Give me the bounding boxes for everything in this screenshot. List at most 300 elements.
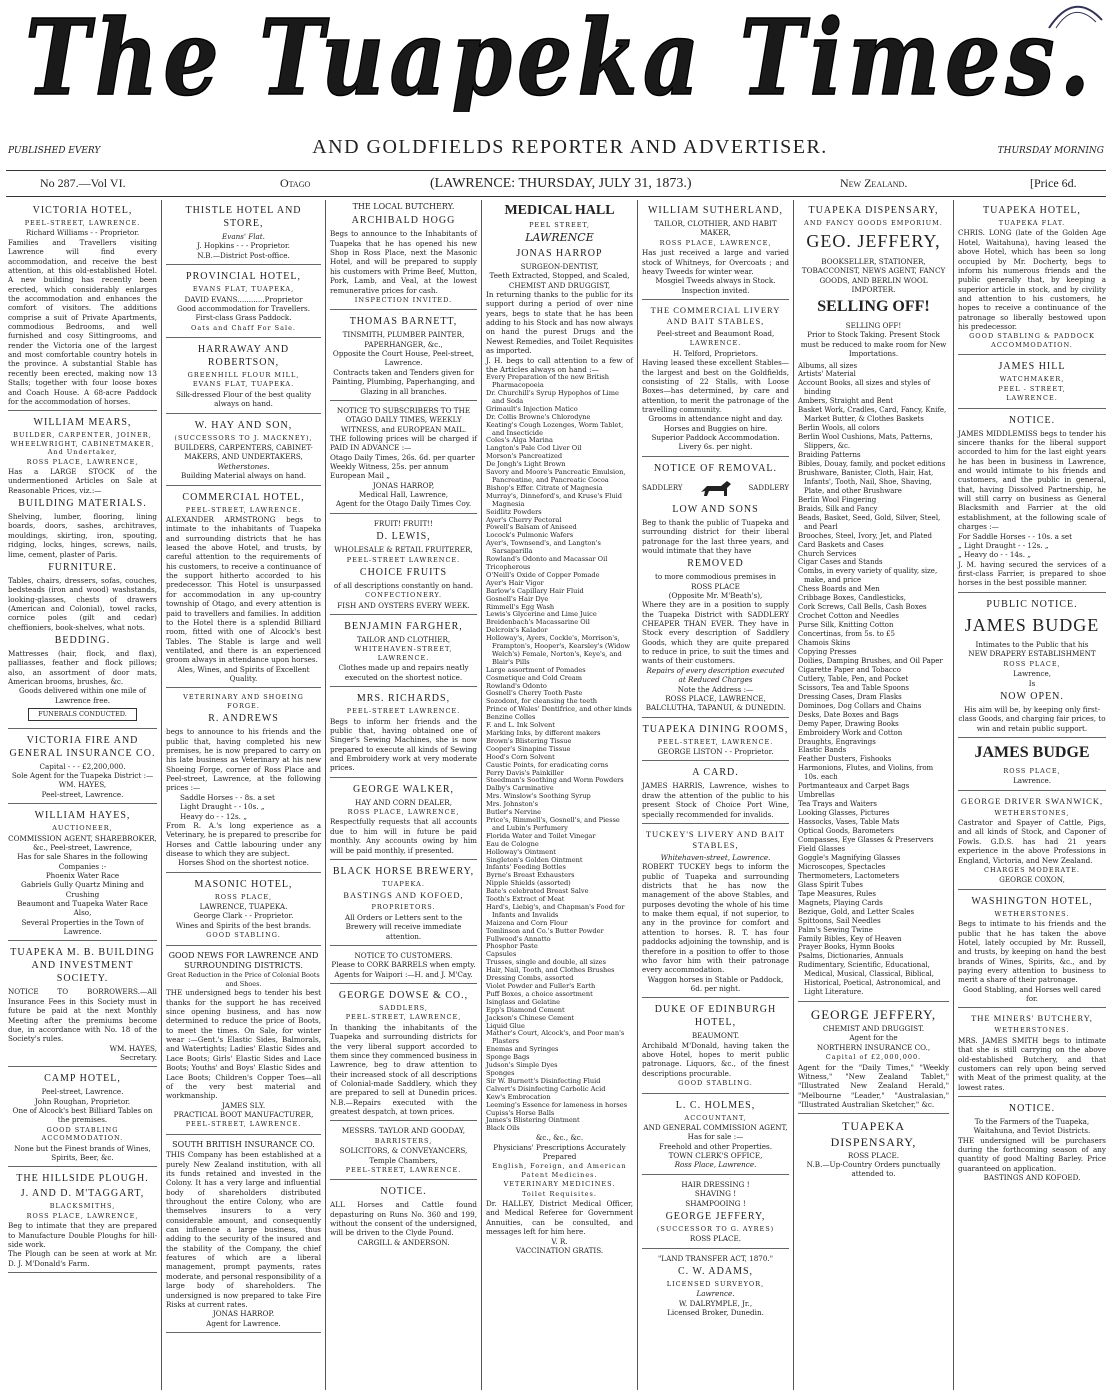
- ad-hay-and-son: [166, 419, 321, 486]
- list-item: Embroidery Work and Cotton: [798, 728, 903, 737]
- ad-subheading: SADDLERS,: [379, 1003, 428, 1012]
- price-row: For Saddle Horses - - 10s. a set: [958, 531, 1073, 541]
- ad-body: Dr. HALLEY, District Medical Officer, and Medical Referee for Government Annuities, can be consulted, and messages left for him here.: [486, 1199, 633, 1237]
- list-item: Concertinas, from 5s. to £5: [798, 630, 895, 639]
- goods-list: [798, 362, 949, 998]
- column-5: [638, 200, 794, 1390]
- ad-address: ROSS PLACE, LAWRENCE,: [347, 808, 460, 817]
- ad-william-hayes: [8, 809, 157, 941]
- list-item: Sponges: [486, 1068, 515, 1077]
- ad-body: NOTICE TO BORROWERS.—All Insurance Fees in this Society must in future be paid at the next Monthly Meeting after the premiums become due, in accordance with No. 18 of the Society's rules.: [8, 987, 157, 1044]
- list-item: Seidlitz Powders: [486, 507, 542, 516]
- ad-body: ALEXANDER ARMSTRONG begs to intimate to the inhabitants of Tuapeka and surrounding districts that he has leased the above Hotel, and trusts, by careful attention to the requirements of his customers, to receive a continuance of the support hitherto accorded to his predecessor. This Hotel is unsurpassed for accommodation in any up-country township of Otago, and every attention is paid to travellers and families. In addition to the Hotel there is a splendid Billiard room, fitted with one of Alcock's best Tables. The Stable is large and well ventilated, and there is an experienced groom always in attendance upon horses.: [166, 514, 321, 665]
- list-item: Brown's Blistering Tissue: [486, 736, 572, 745]
- ad-note: Grooms in attendance night and day.: [648, 414, 783, 424]
- list-item: Beads, Basket, Seed, Gold, Silver, Steel, and Pearl: [798, 513, 941, 531]
- list-item: Judson's Simple Dyes: [486, 1061, 558, 1070]
- list-item: Black Oils: [486, 1124, 520, 1133]
- list-item: Bezique, Gold, and Letter Scales: [798, 907, 915, 916]
- list-item: Spittoons, Sail Needles: [798, 916, 881, 925]
- ad-signature: WM. HAYES,: [109, 1043, 157, 1053]
- ad-title: CHEMIST AND DRUGGIST,: [508, 280, 611, 290]
- list-item: Langton's Pale Cod Liver Oil: [486, 444, 582, 453]
- price-row: European Mail „: [330, 471, 390, 481]
- list-item: Berlin Wool Fingering: [798, 495, 877, 504]
- ad-title: PRACTICAL BOOT MANUFACTURER,: [173, 1109, 314, 1119]
- ad-item: Several Properties in the Town of Lawrence.: [21, 917, 144, 937]
- ad-body: NORTHERN INSURANCE CO.,: [816, 1042, 931, 1052]
- list-item: Brushware, Banister, Cloth, Hair, Hat, Infants', Tooth, Nail, Shoe, Shaving, Plate, and other Brushware: [798, 468, 934, 495]
- ad-subheading: WATCHMAKER,: [999, 375, 1065, 384]
- ad-body: Families and Travellers visiting Lawrence will find every accommodation, and receive the best attention, at this old-established Hotel. A new building has recently been erected, which considerably enlarges the accommodation and enhances the comfort of visitors. The additions comprise a suit of Private Apartments, commodious Bedrooms, and well furnished and cosy Sittingrooms, and render the Victoria one of the largest and most comfortable country hotels in the province. A substantial Stable has recently been erected, making now 13 Stalls; together with four loose boxes and Coach House. A 68-acre Paddock for the accommodation of horses.: [8, 237, 157, 406]
- list-item: Grimault's Injection Matico: [486, 404, 578, 413]
- ad-notice-barley: [958, 1102, 1106, 1187]
- list-item: Infants' Feeding Bottles: [486, 863, 566, 872]
- ad-address: PEEL-STREET, LAWRENCE,: [345, 1013, 462, 1022]
- list-item: Tape Measures, Rules: [798, 889, 877, 898]
- list-item: Morson's Pancreatized: [486, 452, 563, 461]
- ad-address: ROSS PLACE.: [689, 1234, 742, 1244]
- ad-victoria-hotel: [8, 204, 157, 411]
- masthead-subtitle: AND GOLDFIELDS REPORTER AND ADVERTISER.: [312, 136, 828, 158]
- list-item: Butler's Nervine: [486, 808, 542, 817]
- ad-body: J. H. begs to call attention to a few of the Articles always on hand :—: [486, 355, 633, 374]
- ad-masonic-hotel: [166, 878, 321, 946]
- list-item: Microscopes, Spectacles: [798, 862, 886, 871]
- ad-heading: TUCKEY'S LIVERY AND BAIT STABLES,: [645, 828, 786, 850]
- ad-tuckeys-livery: [642, 829, 789, 998]
- ad-proprietor: DAVID EVANS............Proprietor: [184, 294, 303, 304]
- ad-note: Inspection invited.: [681, 285, 750, 295]
- ad-subheading: Great Reduction in the Price of Colonial Boots and Shoes.: [167, 971, 320, 988]
- ad-heading: SHAVING !: [694, 1189, 737, 1199]
- ad-proprietor: J. Hopkins - - - Proprietor.: [197, 241, 290, 251]
- masthead-title-text: The Tuapeka Times.: [25, 2, 1095, 112]
- list-item: Benzine Colles: [486, 713, 536, 722]
- ad-address: ROSS PLACE, LAWRENCE,: [659, 238, 772, 247]
- masthead: [0, 0, 1114, 140]
- ad-land-transfer: [642, 1254, 789, 1322]
- ad-building-society: [8, 946, 157, 1067]
- list-item: Chamois Skins: [798, 639, 851, 648]
- list-item: Sozodont, for cleansing the teeth: [486, 697, 598, 706]
- ad-item: Also,: [73, 908, 92, 918]
- list-item: Brooches, Steel, Ivory, Jet, and Plated: [798, 531, 933, 540]
- ad-heading: FRUIT! FRUIT!!: [373, 518, 434, 528]
- list-item: Holloway's Ointment: [486, 847, 556, 856]
- column-6: [794, 200, 954, 1390]
- ad-hillside-plough: [8, 1172, 157, 1273]
- ad-name: JONAS HARROP: [516, 247, 603, 259]
- published-every-label: PUBLISHED EVERY: [8, 146, 101, 156]
- ad-thomas-barnett: [330, 315, 477, 401]
- list-item: Dalby's Carminative: [486, 784, 554, 793]
- library-stamp-icon: [1044, 0, 1104, 30]
- ad-note: Waggon horses in Stable or Paddock, 6d. per night.: [647, 974, 784, 993]
- ad-body: Agent for the: [849, 1033, 898, 1043]
- ad-body: In returning thanks to the public for its support during a period of over nine years, begs to state that he has been adding to his Stock and has now always on hand the purest Drugs and the Newest Remedies, and Toilet Requisites as imported.: [486, 290, 633, 356]
- ad-body: Is: [1028, 678, 1036, 688]
- ad-subheading: TUAPEKA.: [382, 879, 425, 888]
- ad-black-horse-brewery: [330, 865, 477, 946]
- ad-body: Shelving, lumber, flooring, lining boards, doors, sashes, architraves, mouldings, skirting, iron, spouting, ridging, locks, hinges, screws, nails, lime, cement, plaster of Paris.: [8, 512, 157, 559]
- list-item: Crochet Cotton and Needles: [798, 612, 899, 621]
- ad-fruit-lewis: [330, 519, 477, 615]
- ad-heading: VICTORIA HOTEL,: [32, 205, 133, 216]
- list-item: Dr. Churchill's Syrup Hypophos of Lime and Soda: [486, 389, 619, 405]
- ad-heading: WASHINGTON HOTEL,: [971, 895, 1093, 907]
- ad-subheading: HAY AND CORN DEALER,: [354, 797, 453, 807]
- ad-body: From R. A.'s long experience as a Veterinary, he is prepared to prescribe for Horses and Cattle labouring under any disease to which they are subject.: [166, 820, 321, 858]
- ad-body: Castrator and Spayer of Cattle, Pigs, and all kinds of Stock, and Caponer of Fowls. G.D.S. has had 21 years experience in the above Professions in England, Victoria, and New Zealand.: [958, 818, 1106, 865]
- ad-proprietor: H. Telford, Proprietors.: [672, 348, 759, 358]
- list-item: Goggle's Magnifying Glasses: [798, 853, 901, 862]
- dateline-country: New Zealand.: [840, 176, 908, 190]
- ad-subheading: BLACKSMITHS,: [49, 1202, 116, 1211]
- list-item: Psalms, Dictionaries, Annuals: [798, 952, 904, 961]
- ad-heading: W. HAY AND SON,: [194, 419, 293, 431]
- ad-body: Contracts taken and Tenders given for Painting, Plumbing, Paperhanging, and Glazing in all branches.: [332, 367, 475, 396]
- ad-section-heading: BEDDING.: [54, 635, 111, 647]
- list-item: Leeming's Essence for lameness in horses: [486, 1100, 628, 1109]
- ad-section-heading: REMOVED: [687, 558, 744, 570]
- ad-note: Horses Shod on the shortest notice.: [178, 858, 309, 868]
- ad-address: ROSS PLACE, LAWRENCE,: [665, 693, 766, 703]
- ad-address: EVANS FLAT, TUAPEKA.: [192, 380, 295, 389]
- ad-public-notice: [958, 598, 1106, 738]
- ad-body: Archibald M'Donald, having taken the above Hotel, hopes to merit public patronage. Liquors, &c., of the finest descriptions procurable.: [642, 1040, 789, 1078]
- ad-provincial-hotel: [166, 270, 321, 338]
- horse-icon: [697, 478, 735, 500]
- ad-body: None but the Finest brands of Wines, Spirits, Beer, &c.: [14, 1143, 151, 1163]
- ad-heading: A CARD.: [692, 767, 739, 779]
- ad-signature: CARGILL & ANDERSON.: [357, 1237, 450, 1247]
- ad-body: BUILDERS, CARPENTERS, CABINET-MAKERS, AND UNDERTAKERS,: [174, 443, 313, 462]
- ad-etc: &c., &c., &c.: [535, 1133, 584, 1143]
- list-item: Thermometers, Lactometers: [798, 871, 900, 880]
- ad-heading: GEORGE WALKER,: [352, 783, 455, 795]
- list-item: Dressing Cases, Dram Flasks: [798, 692, 902, 701]
- list-item: Large assortment of Pomades: [486, 665, 586, 674]
- ad-medical-hall: [486, 202, 633, 1259]
- list-item: Church Services: [798, 549, 857, 558]
- ad-name: GEO. JEFFERY,: [806, 231, 941, 252]
- ad-good-news-boots: [166, 951, 321, 1135]
- ad-body: Begs to intimate to his friends and the public that he has taken the above Hotel, lately occupied by Mr. Russell, and trusts, by keeping on hand the best brands of Wines, Spirits, &c., and by paying every attention to business to merit a share of their patronage.: [958, 919, 1106, 985]
- ad-address: Temple Chambers,: [369, 1155, 438, 1165]
- ad-heading: THE LOCAL BUTCHERY.: [352, 202, 455, 211]
- list-item: Tomlinson and Co.'s Butter Powder: [486, 926, 604, 935]
- ad-heading: MASONIC HOTEL,: [194, 878, 293, 890]
- ad-signature: BASTINGS AND KOFOED.: [983, 1173, 1081, 1183]
- ad-note: GOOD STABLING.: [678, 1079, 753, 1088]
- list-item: Isinglass and Gelatine: [486, 997, 561, 1006]
- ad-heading: PROVINCIAL HOTEL,: [186, 271, 301, 283]
- ad-signature: WM. HAYES,: [58, 780, 107, 790]
- list-item: Draughts, Engravings: [798, 737, 876, 746]
- list-item: Ambers, Straight and Bent: [798, 397, 894, 406]
- list-item: Family Bibles, Key of Heaven: [798, 934, 902, 943]
- list-item: Artists' Material: [798, 370, 856, 379]
- ad-george-swanwick: [958, 796, 1106, 890]
- list-item: Kew's Embrocation: [486, 1092, 551, 1101]
- ad-body: Prior to Stock Taking. Present Stock must be reduced to make room for New Importations.: [800, 330, 947, 359]
- column-2: [162, 200, 326, 1390]
- list-item: Bishop's Effer. Citrate of Magnesia: [486, 483, 603, 492]
- ad-heading: NOTICE.: [1008, 414, 1056, 426]
- ad-body: Intimates to the Public that his: [975, 640, 1089, 650]
- medicine-list: [486, 374, 633, 1133]
- list-item: Chess Boards and Men: [798, 585, 880, 594]
- list-item: Looking Glasses, Pictures: [798, 809, 890, 818]
- list-item: Cosmetique and Cold Cream: [486, 673, 582, 682]
- ad-heading: TUAPEKA DINING ROOMS,: [642, 723, 789, 735]
- ad-heading: CAMP HOTEL,: [44, 1073, 121, 1085]
- ad-note: INSPECTION INVITED.: [354, 295, 453, 304]
- ad-body: Wines and Spirits of the best brands.: [175, 920, 312, 930]
- ad-body: All Orders or Letters sent to the Brewery will receive immediate attention.: [344, 912, 463, 941]
- ad-section-heading: BUILDING MATERIALS.: [18, 498, 147, 510]
- ad-victoria-insurance: [8, 734, 157, 804]
- list-item: Florida Water and Toilet Vinegar: [486, 831, 596, 840]
- ad-heading: GEORGE DRIVER SWANWICK,: [960, 795, 1104, 806]
- list-item: Magnets, Playing Cards: [798, 898, 883, 907]
- masthead-subtitle-row: [0, 134, 1114, 164]
- list-item: Braiding Patterns: [798, 451, 861, 460]
- dateline-place: Otago: [280, 176, 311, 190]
- ad-body: Has for sale Shares in the following Companies :-: [17, 852, 148, 871]
- ad-capital: Capital - - - £2,200,000.: [39, 761, 126, 771]
- ad-address: Peel-street, Lawrence.: [41, 789, 124, 799]
- list-item: Berlin Wools, all colors: [798, 424, 880, 433]
- ad-address: Medical Hall, Lawrence,: [358, 490, 449, 500]
- ad-body: of all descriptions constantly on hand.: [333, 580, 474, 590]
- ad-address: ROSS PLACE, LAWRENCE,: [26, 457, 139, 466]
- ad-heading: WILLIAM HAYES,: [34, 810, 131, 822]
- list-item: Copying Presses: [798, 648, 857, 656]
- list-item: Tooth's Extract of Meat: [486, 895, 565, 904]
- ad-body: Sole Agent for the Tuapeka District :—: [11, 771, 154, 780]
- ad-signature: JAMES SLY.: [221, 1100, 266, 1110]
- ad-address: Lawrence,: [1012, 669, 1052, 679]
- ad-body: THIS Company has been established at a purely New Zealand institution, with all its funds retained and invested in the Colony. It has a very large and influential body of shareholders distributed throughout the entire Colony, who are themselves insurers to a very considerable amount, and consequently can influence a large business, thus adding to the security of the insured and the stability of the Company, the chief features of which are a liberal management, prompt payments, rates moderate, and personal responsibility of a large body of shareholders. The undersigned is now prepared to take Fire Risks at current rates.: [166, 1150, 321, 1309]
- list-item: Cupiss's Horse Balls: [486, 1108, 555, 1117]
- rule: [6, 196, 1106, 197]
- list-item: Account Books, all sizes and styles of binding: [798, 379, 931, 397]
- ad-address: Evans' Flat.: [222, 232, 265, 241]
- ad-capital: Capital of £2,000,000.: [825, 1053, 922, 1062]
- ad-proprietor: Richard Williams - - Proprietor.: [25, 228, 140, 238]
- ad-body: His aim will be, by keeping only first-class Goods, and charging fair prices, to win and retain public support.: [958, 704, 1106, 733]
- ad-thistle-hotel: [166, 204, 321, 265]
- ad-body: Silk-dressed Flour of the best quality always on hand.: [175, 389, 312, 409]
- ad-heading: MEDICAL HALL: [504, 203, 615, 218]
- ad-body: Has just received a large and varied stock of Whitneys, for Overcoats ; and heavy Tweeds for winter wear.: [642, 248, 789, 276]
- ad-body: Clothes made up and repairs neatly executed on the shortest notice.: [338, 663, 469, 682]
- ad-name: GEORGE COXON,: [999, 875, 1065, 885]
- list-item: Palm's Sewing Twine: [798, 925, 873, 934]
- list-item: Desks, Date Boxes and Bags: [798, 710, 899, 719]
- price-row: Weekly Witness, 25s. per annum: [330, 462, 449, 472]
- ad-body: N.B.—Up-Country Orders punctually attended to.: [806, 1159, 941, 1179]
- ad-title: Agent for Lawrence.: [206, 1318, 281, 1328]
- ad-subheading: BUILDER, CARPENTER, JOINER, WHEELWRIGHT, CABINETMAKER, And Undertaker,: [10, 431, 155, 457]
- list-item: Hassocks, Vases, Table Mats: [798, 818, 900, 827]
- ad-body: ROBERT TUCKEY begs to inform the public of Tuapeka and surrounding districts that he has now the management of the above Stables, and purposes devoting the whole of his time to make them equal, if not superior, to any in the province for comfort and attention to horses. R. T. has four paddocks adjoining the township, and is therefore in a position to offer to those who favor him with their patronage every accommodation.: [642, 862, 789, 975]
- column-1: [4, 200, 162, 1390]
- list-item: Cooper's Sinapine Tissue: [486, 744, 571, 753]
- list-item: Caustic Points, for eradicating corns: [486, 760, 609, 769]
- ad-heading: TUAPEKA HOTEL,: [983, 205, 1081, 216]
- list-item: Phosphor Paste: [486, 942, 538, 951]
- masthead-title: [20, 2, 1100, 112]
- ad-heading: DUKE OF EDINBURGH HOTEL,: [654, 1004, 777, 1029]
- ad-body: Where they are in a position to supply the Tuapeka District with SADDLERY CHEAPER THAN EVER. They have in Stock every description of Saddlery Goods, which they are quite prepared to reduce in price, to suit the times and wants of their customers.: [642, 600, 789, 666]
- ad-body: Has a LARGE STOCK of the undermentioned Articles on Sale at Reasonable Prices, viz.:—: [8, 467, 157, 495]
- ad-commercial-hotel: [166, 491, 321, 689]
- ad-subheading: CHEMIST AND DRUGGIST.: [822, 1024, 925, 1034]
- ad-title: SURGEON-DENTIST,: [520, 261, 599, 271]
- ad-george-dowse: [330, 989, 477, 1121]
- ad-title: Licensed Broker, Dunedin.: [667, 1308, 764, 1318]
- publication-day-label: THURSDAY MORNING: [997, 146, 1104, 156]
- list-item: Basket Work, Cradles, Card, Fancy, Knife, Market Butter, & Clothes Baskets: [798, 406, 947, 424]
- list-item: Holloway's, Ayers, Cockle's, Morrison's, Frampton's, Hooper's, Kearsley's (Widow Welch's) Female, Norton's, Keye's, and Blair's Pills: [486, 634, 631, 666]
- ad-address: LAWRENCE.: [689, 339, 742, 348]
- list-item: Field Glasses: [798, 844, 846, 853]
- ad-note: Oats and Chaff For Sale.: [191, 323, 296, 332]
- column-7: [954, 200, 1110, 1390]
- ad-address: PEEL-STREET, LAWRENCE.: [185, 1120, 302, 1129]
- list-item: Ayer's, Townsend's, and Langton's Sarsaparilla: [486, 539, 601, 556]
- ad-lc-holmes: [642, 1099, 789, 1175]
- ad-address: TOWN CLERK'S OFFICE,: [668, 1151, 763, 1161]
- ad-address: Wetherstones.: [217, 461, 270, 471]
- ad-heading: NOTICE TO CUSTOMERS.: [354, 950, 453, 960]
- ad-subheading: (SUCCESSOR TO G. AYRES): [656, 1224, 775, 1233]
- ad-proprietor: George Clark - - Proprietor.: [193, 911, 294, 921]
- list-item: Portmanteaux and Carpet Bags: [798, 782, 910, 791]
- ad-body: BOOKSELLER, STATIONER, TOBACCONIST, NEWS AGENT, FANCY GOODS, AND BERLIN WOOL IMPORTER.: [801, 256, 946, 294]
- ad-body: Please to CORK BARRELS when empty.: [331, 960, 476, 970]
- ad-james-budge: [958, 743, 1106, 791]
- list-item: Mrs. Winslow's Soothing Syrup: [486, 792, 591, 801]
- list-item: Perry Davis's Painkiller: [486, 768, 564, 777]
- list-item: Mrs. Johnston's: [486, 800, 539, 809]
- ad-george-walker: [330, 783, 477, 860]
- ad-address: ROSS PLACE,: [1003, 766, 1061, 775]
- ad-heading: TUAPEKA M. B. BUILDING AND INVESTMENT SOCIETY.: [10, 947, 155, 985]
- list-item: Jackson's Chinese Cement: [486, 1013, 575, 1022]
- ad-heading: WILLIAM MEARS,: [33, 417, 132, 429]
- ad-address: PEEL-STREET, LAWRENCE.: [657, 737, 774, 746]
- ad-note: Good Stabling, and Horses well cared for.: [962, 984, 1101, 1004]
- list-item: Cigar Cases and Stands: [798, 558, 883, 567]
- ad-notice-customers: [330, 951, 477, 984]
- ad-address: WHITEHAVEN-STREET, LAWRENCE.: [354, 645, 453, 662]
- ad-address: BALCLUTHA, TAPANUI, & DUNEDIN.: [645, 703, 786, 713]
- ad-address: Whitehaven-street, Lawrence.: [660, 852, 771, 862]
- list-item: James's Blistering Ointment: [486, 1116, 580, 1125]
- list-item: Rudimentary, Scientific, Educational, Medical, Musical, Classical, Biblical, Historical, Poetical, Astronomical, and Light Literature.: [798, 961, 941, 997]
- ad-address: Peel-street, Lawrence.: [41, 1087, 124, 1097]
- ad-south-british-insurance: [166, 1140, 321, 1333]
- ad-body: Tables, chairs, dressers, sofas, couches, bedsteads (iron and wood) washstands, looking-glasses, chests of drawers (American and Colonial), towel racks, cornice poles (gilt and cedar) cheffioniers, book-shelves, what nots.: [8, 575, 157, 632]
- ad-note: Repairs of every description executed at Reduced Charges: [646, 665, 785, 685]
- list-item: Coles's Alga Marina: [486, 436, 553, 445]
- list-item: Ayer's Cherry Pectoral: [486, 515, 562, 524]
- ad-name: JAMES BUDGE: [974, 744, 1090, 762]
- ad-body: NEW DRAPERY ESTABLISHMENT: [968, 649, 1096, 659]
- list-item: Bate's celebrated Breast Salve: [486, 887, 589, 896]
- ad-heading: THE COMMERCIAL LIVERY AND BAIT STABLES,: [650, 304, 781, 326]
- ad-body: J. M. having secured the services of a first-class Farrier, is prepared to shoe horses in the best possible manner.: [958, 559, 1106, 588]
- ad-address: (Opposite Mr. M'Beath's),: [668, 590, 763, 600]
- ad-heading: WILLIAM SUTHERLAND,: [647, 205, 784, 216]
- list-item: Savory and Moore's Pancreatic Emulsion, Pancreatine, and Pancreatic Cocoa: [486, 468, 626, 485]
- ad-body: THE undersigned will be purchasers during the forthcoming season of any quantity of good Malting Barley. Price guaranteed on application.: [958, 1135, 1106, 1173]
- ad-heading: NOTICE.: [1008, 1103, 1056, 1115]
- list-item: Steedman's Soothing and Worm Powders: [486, 776, 624, 785]
- ad-body: JAMES MIDDLEMISS begs to tender his sincere thanks for the liberal support accorded to him for the last eight years he has been in business in Lawrence, and would intimate to his friends and customers, and the public in general, that, having Dissolved Partnership, he will still carry on business as General Blacksmith and Farrier at the old establishment, at the following scale of charges :—: [958, 428, 1106, 532]
- list-item: Umbrellas: [798, 791, 835, 800]
- ad-heading: TUAPEKA DISPENSARY,: [808, 205, 939, 216]
- list-item: Violet Powder and Fuller's Earth: [486, 982, 596, 991]
- list-item: Barlow's Capillary Hair Fluid: [486, 586, 584, 595]
- ad-heading: PUBLIC NOTICE.: [986, 598, 1078, 610]
- price-row: Saddle Horses - - 8s. a set: [180, 792, 275, 802]
- list-item: Compasses, Eye Glasses & Preservers: [798, 836, 934, 845]
- ad-address: Ross Place, Lawrence.: [674, 1160, 757, 1170]
- ad-address: Opposite the Court House, Peel-street, Lawrence.: [332, 349, 475, 368]
- list-item: Breidenbach's Macassarine Oil: [486, 618, 590, 627]
- list-item: Puff Boxes, a choice assortment: [486, 989, 593, 998]
- ad-heading: MRS. RICHARDS,: [356, 693, 451, 705]
- list-item: Berlin Wool Cushions, Mats, Patterns, Slippers, &c.: [798, 433, 933, 451]
- price: [Price 6d.: [1030, 176, 1077, 190]
- ad-note: CONFECTIONERY.: [364, 591, 443, 600]
- list-item: Ayer's Hair Vigor: [486, 578, 544, 587]
- list-item: Doilies, Damping Brushes, and Oil Paper: [798, 656, 943, 665]
- list-item: Hood's Corn Solvent: [486, 752, 555, 761]
- ad-subheading: AND FANCY GOODS EMPORIUM.: [804, 219, 943, 227]
- list-item: Sponge Bags: [486, 1053, 530, 1062]
- list-item: Braids, Silk and Fancy: [798, 504, 878, 513]
- list-item: Elastic Bands: [798, 746, 847, 755]
- price-row: „ Heavy do - - 14s. „: [958, 550, 1031, 560]
- ad-item: Beaumont and Tuapeka Water Race: [17, 899, 148, 909]
- ad-body: Agents for Waipori :—H. and J. M'Cay.: [334, 969, 473, 979]
- ad-signature: JONAS HARROP,: [372, 480, 435, 490]
- ad-subheading: To the Farmers of the Tuapeka, Waitahuna, and Teviot Districts.: [973, 1117, 1091, 1136]
- ad-heading: NOTICE OF REMOVAL.: [653, 462, 778, 474]
- ad-address: PEEL-STREET, LAWRENCE.: [185, 505, 302, 514]
- ad-note: Superior Paddock Accommodation.: [651, 433, 780, 443]
- list-item: Cork Screws, Call Bells, Cash Boxes: [798, 603, 927, 612]
- ad-note: Ales, Wines, and Spirits of Excellent Quality.: [177, 664, 310, 684]
- ad-body: Beg to intimate that they are prepared to Manufacture Double Ploughs for hill-side work.: [8, 1221, 157, 1249]
- list-item: Marking Inks, by different makers: [486, 729, 601, 738]
- list-item: Harmonions, Flutes, and Violins, from 10s. each: [798, 764, 934, 782]
- saddlery-banner: [642, 478, 789, 500]
- ad-heading: BENJAMIN FARGHER,: [344, 621, 463, 633]
- list-item: Purse Silk, Knitting Cotton: [798, 621, 894, 630]
- list-item: Locock's Pulmonic Wafers: [486, 531, 574, 540]
- list-item: Trusses, single and double, all sizes: [486, 958, 606, 967]
- price-row: Heavy do - - 12s. „: [180, 811, 247, 821]
- ad-body: Having leased these excellent Stables—the largest and best on the Goldfields, consisting of 22 Stalls, with Loose Boxes—has determined, by care and attention, to merit the patronage of the travelling community.: [642, 358, 789, 414]
- issue-number: No 287.—Vol VI.: [40, 176, 126, 190]
